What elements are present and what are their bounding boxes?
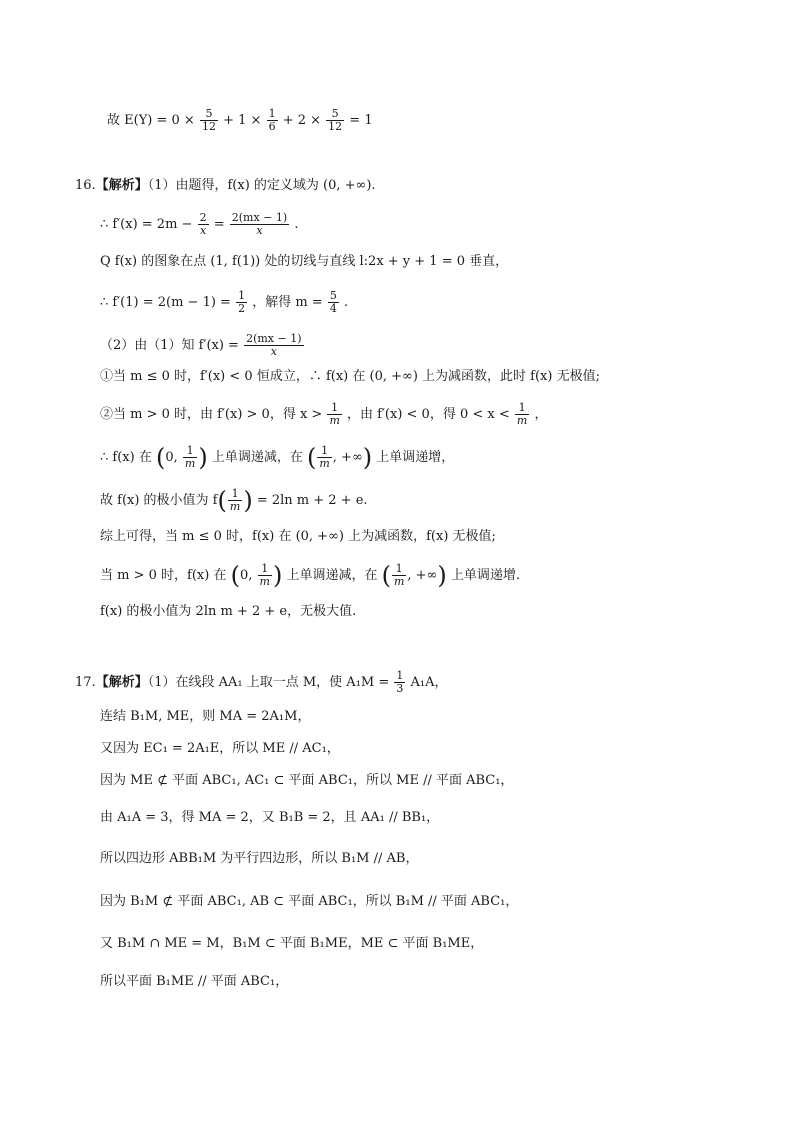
text: .: [294, 217, 299, 232]
fraction: [327, 402, 341, 427]
denominator: x: [270, 345, 277, 358]
q16-line-1: [75, 177, 376, 195]
q16-line-6: [100, 368, 600, 386]
text: .: [343, 295, 349, 310]
left-paren: (: [217, 486, 227, 515]
left-paren: (: [381, 561, 391, 590]
numerator: 2: [199, 211, 207, 224]
text: + 1 ×: [223, 113, 266, 128]
numerator: 5: [200, 108, 218, 121]
right-paren: ): [362, 443, 373, 472]
q17-line-2: [100, 708, 310, 726]
left-paren: (: [155, 443, 166, 472]
text: ∴ f(x) 在: [100, 450, 156, 465]
numerator: 1: [258, 563, 272, 576]
q17-line-4: [100, 772, 513, 790]
denominator: m: [229, 500, 241, 513]
fraction: [198, 212, 209, 237]
text: 所以四边形 ABB₁M 为平行四边形，所以 B₁M // AB，: [100, 851, 419, 866]
denominator: m: [319, 457, 330, 470]
text: 又因为 EC₁ = 2A₁E，所以 ME // AC₁，: [100, 741, 340, 756]
fraction: [328, 290, 339, 315]
text: f(x) 的极小值为 2ln m + 2 + e，无极大值.: [100, 604, 357, 619]
text: 又 B₁M ∩ ME = M，B₁M ⊂ 平面 B₁ME，ME ⊂ 平面 B₁ME，: [100, 936, 484, 951]
denominator: m: [184, 457, 196, 470]
right-paren: ): [437, 561, 447, 590]
denominator: x: [199, 224, 207, 237]
text: 连结 B₁M, ME，则 MA = 2A₁M，: [100, 709, 311, 724]
denominator: 4: [329, 302, 337, 315]
text: 因为 ME ⊄ 平面 ABC₁, AC₁ ⊂ 平面 ABC₁，所以 ME // 平面 ABC₁，: [100, 773, 514, 788]
text: ②当 m > 0 时，由 f′(x) > 0，得 x >: [100, 407, 327, 422]
text: 由 A₁A = 3，得 MA = 2，又 B₁B = 2，且 AA₁ // BB₁，: [100, 810, 440, 825]
fraction: [244, 333, 303, 358]
text: =: [213, 217, 229, 232]
section-tag: 【解析】: [95, 178, 148, 193]
text: （1）在线段 AA₁ 上取一点 M，使 A₁M =: [147, 675, 394, 690]
denominator: 2: [238, 302, 246, 315]
numerator: 5: [329, 289, 337, 302]
denominator: 3: [396, 682, 404, 695]
numerator: 1: [183, 445, 197, 458]
fraction: [258, 563, 272, 588]
denominator: m: [516, 414, 528, 427]
q16-line-7: [100, 402, 547, 427]
question-number: 17.: [75, 675, 96, 690]
text: 上单调递减，在: [207, 450, 307, 465]
fraction: [183, 445, 197, 470]
fraction: [317, 445, 331, 470]
fraction: [236, 290, 247, 315]
fraction: [394, 670, 405, 695]
text: , +∞: [332, 450, 363, 465]
numerator: 2(mx − 1): [246, 332, 302, 345]
fraction: [228, 488, 242, 513]
q17-line-3: [100, 740, 340, 758]
text: 上单调递减，在: [282, 568, 382, 583]
q16-line-3: [100, 253, 508, 271]
q16-line-11: [100, 563, 520, 588]
expected-value-line: [107, 108, 373, 133]
q17-line-6: [100, 850, 418, 868]
denominator: 12: [201, 120, 216, 133]
numerator: 1: [268, 107, 276, 120]
left-paren: (: [306, 443, 317, 472]
numerator: 1: [238, 289, 246, 302]
text: = 1: [349, 113, 373, 128]
right-paren: ): [243, 486, 253, 515]
numerator: 1: [327, 402, 341, 415]
numerator: 2(mx − 1): [231, 211, 288, 224]
q16-line-8: [100, 445, 454, 470]
text: + 2 ×: [282, 113, 326, 128]
denominator: m: [393, 575, 405, 588]
fraction: [392, 563, 406, 588]
q16-line-10: [100, 528, 496, 546]
question-number: 16.: [75, 178, 96, 193]
text: ∴ f′(1) = 2(m − 1) =: [100, 295, 236, 310]
denominator: m: [259, 575, 270, 588]
right-paren: ): [198, 443, 208, 472]
fraction: [200, 108, 218, 133]
text: （1）由题得，f(x) 的定义域为 (0, +∞).: [147, 178, 376, 193]
text: 上单调递增，: [372, 450, 455, 465]
q16-line-9: [100, 488, 368, 513]
left-paren: (: [230, 561, 240, 590]
text: 故: [107, 113, 121, 128]
text: 综上可得，当 m ≤ 0 时，f(x) 在 (0, +∞) 上为减函数，f(x) 无极值;: [100, 529, 496, 544]
text: = 2ln m + 2 + e.: [252, 493, 368, 508]
q17-line-9: [100, 973, 288, 991]
fraction: [326, 108, 344, 133]
denominator: 6: [268, 120, 276, 133]
q17-line-1: [75, 670, 448, 695]
numerator: 1: [228, 488, 242, 501]
fraction: [515, 402, 529, 427]
text: ∴ f′(x) = 2m −: [100, 217, 197, 232]
text: （2）由（1）知 f′(x) =: [100, 338, 244, 353]
q16-line-12: [100, 603, 356, 621]
text: 所以平面 B₁ME // 平面 ABC₁，: [100, 974, 289, 989]
numerator: 1: [515, 402, 529, 415]
right-paren: ): [272, 561, 283, 590]
text: , +∞: [407, 568, 438, 583]
text: ，解得 m =: [252, 295, 327, 310]
numerator: 1: [317, 445, 331, 458]
text: A₁A，: [406, 675, 448, 690]
section-tag: 【解析】: [95, 675, 148, 690]
text: 当 m > 0 时，f(x) 在: [100, 568, 231, 583]
q16-line-2: [100, 212, 298, 237]
fraction: [230, 212, 289, 237]
text: 0,: [239, 568, 257, 583]
q17-line-7: [100, 893, 518, 911]
text: 故 f(x) 的极小值为 f: [100, 493, 218, 508]
denominator: x: [256, 224, 263, 237]
text: 0,: [165, 450, 182, 465]
q17-line-5: [100, 809, 439, 827]
text: ，由 f′(x) < 0，得 0 < x <: [347, 407, 514, 422]
text: Q f(x) 的图象在点 (1, f(1)) 处的切线与直线 l:2x + y + 1 = 0 垂直，: [100, 254, 509, 269]
text: ①当 m ≤ 0 时，f′(x) < 0 恒成立，∴ f(x) 在 (0, +∞) 上为减函数，此时 f(x) 无极值;: [100, 369, 600, 384]
text: 上单调递增.: [446, 568, 521, 583]
q17-line-8: [100, 935, 483, 953]
fraction: [267, 108, 278, 133]
text: 因为 B₁M ⊄ 平面 ABC₁, AB ⊂ 平面 ABC₁，所以 B₁M // 平面 ABC₁，: [100, 894, 519, 909]
text: ，: [534, 407, 548, 422]
text: E(Y) = 0 ×: [124, 113, 199, 128]
numerator: 1: [396, 669, 404, 682]
q16-line-4: [100, 290, 348, 315]
denominator: 12: [328, 120, 343, 133]
q16-line-5: [100, 333, 305, 358]
denominator: m: [329, 414, 340, 427]
numerator: 1: [392, 563, 406, 576]
numerator: 5: [326, 108, 344, 121]
